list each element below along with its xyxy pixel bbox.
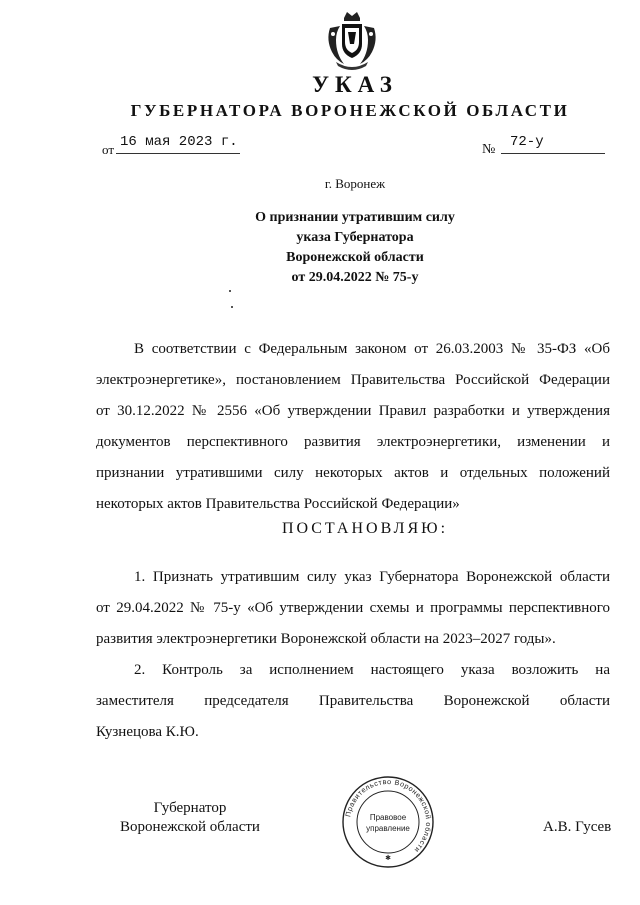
number-prefix: № <box>482 142 496 157</box>
preamble-line: В соответствии с Федеральным законом от 26.03.2003 № 35-ФЗ «Об <box>134 341 610 357</box>
item-line: развития электроэнергетики Воронежской области на 2023–2027 годы». <box>96 631 556 647</box>
signatory-role: Губернатор <box>153 800 227 816</box>
item-line: 1. Признать утратившим силу указ Губернатора Воронежской области <box>134 569 610 585</box>
number-underline <box>501 153 605 154</box>
decree-word: ПОСТАНОВЛЯЮ: <box>281 520 449 537</box>
subject-line: указа Губернатора <box>296 230 414 245</box>
signatory-name: А.В. Гусев <box>543 819 612 835</box>
scan-speck <box>231 306 233 308</box>
item-line: от 29.04.2022 № 75-у «Об утверждении схемы и программы перспективного <box>96 600 610 616</box>
document-date: 16 мая 2023 г. <box>120 134 238 150</box>
stamp-center-line: Правовое <box>369 813 407 822</box>
stamp-center-line: управление <box>366 824 410 833</box>
subject-line: О признании утратившим силу <box>255 210 455 225</box>
stamp-star-icon: ✱ <box>385 854 391 862</box>
coat-of-arms-icon <box>322 10 382 72</box>
document-number: 72-у <box>510 134 544 150</box>
stamp-ring-text: Правительство Воронежской области <box>343 776 434 855</box>
document-city: г. Воронеж <box>324 176 386 191</box>
preamble-line: некоторых актов Правительства Российской Федерации» <box>96 496 460 512</box>
official-stamp-icon <box>340 774 436 870</box>
scan-speck <box>229 290 231 292</box>
document-issuer: ГУБЕРНАТОРА ВОРОНЕЖСКОЙ ОБЛАСТИ <box>130 101 570 120</box>
date-prefix: от <box>102 142 115 157</box>
preamble-line: признании утратившими силу некоторых актов и отдельных положений <box>96 465 610 481</box>
preamble-line: от 30.12.2022 № 2556 «Об утверждении Правил разработки и утверждения <box>96 403 610 419</box>
date-underline <box>116 153 240 154</box>
item-line: Кузнецова К.Ю. <box>96 724 199 740</box>
signatory-region: Воронежской области <box>120 819 260 835</box>
item-line: заместителя председателя Правительства Воронежской области <box>96 693 610 709</box>
preamble-line: электроэнергетике», постановлением Правительства Российской Федерации <box>96 372 610 388</box>
item-line: 2. Контроль за исполнением настоящего указа возложить на <box>134 662 610 678</box>
subject-line: от 29.04.2022 № 75-у <box>291 270 419 285</box>
subject-line: Воронежской области <box>286 250 424 265</box>
document-title: УКАЗ <box>312 72 398 97</box>
preamble-line: документов перспективного развития электроэнергетики, изменении и <box>96 434 610 450</box>
